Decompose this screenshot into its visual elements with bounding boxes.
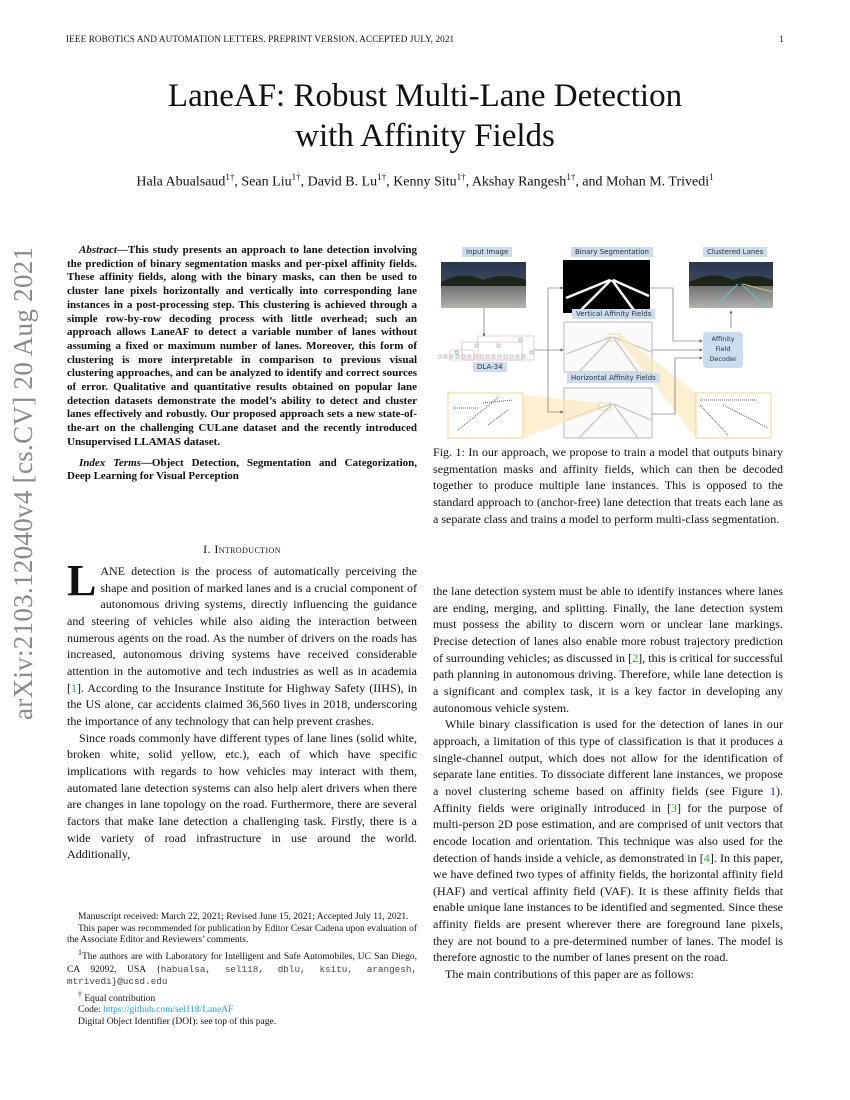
decoder-label-line: Field bbox=[715, 345, 731, 353]
decoder-label-line: Affinity bbox=[711, 335, 735, 343]
abstract bbox=[67, 244, 417, 484]
footnote-equal bbox=[67, 989, 417, 1006]
author-list: Hala Abualsaud$^{1\dagger}$, Sean Liu$^{1\dagger}$, David B. $Lu^{1\dagger}$, Kenny Situ$^{1\dagger}$, Akshay Rangesh$^{1\dagger}$, and Mohan M. Trivedi$^1$ bbox=[136, 172, 714, 190]
page-number: 1 bbox=[779, 34, 784, 44]
author: David B. Lu bbox=[307, 174, 378, 190]
clustered-lanes-label: Clustered Lanes bbox=[703, 247, 767, 257]
author: and Mohan M. Trivedi bbox=[582, 174, 710, 190]
footnote-mark: 1 bbox=[78, 947, 82, 957]
author-mark: 1 bbox=[709, 172, 714, 182]
decoder-label-line: Decoder bbox=[709, 355, 737, 363]
abstract-text: —This study presents an approach to lane detection involving the prediction of binary segmentation masks and per-pixel affinity fields. These affinity fields, along with the binary masks, can then be used to cluster lane pixels horizontally and vertically into corresponding lane instances in a post-processing step. This clustering is achieved through a simple row-by-row decoding process with little overhead; such an approach allows LaneAF to detect a variable number of lanes without assuming a fixed or maximum number of lanes. Moreover, this form of clustering is more interpretable in comparison to previous visual clustering approaches, and can be analyzed to identify and correct sources of error. Qualitative and quantitative results obtained on popular lane detection datasets demonstrate the model’s ability to detect and cluster lanes effectively and robustly. Our proposed approach sets a new state-of-the-art on the challenging CULane dataset and the recently introduced Unsupervised LLAMAS dataset. bbox=[67, 244, 417, 448]
email-domain: }@ucsd.edu bbox=[111, 976, 168, 988]
horizontal-affinity-fields-label: Horizontal Affinity Fields bbox=[567, 373, 660, 383]
running-head bbox=[66, 34, 784, 44]
author-mark: 1† bbox=[291, 172, 301, 182]
index-terms bbox=[67, 457, 417, 484]
intro-paragraph-cont bbox=[433, 583, 783, 716]
footnotes bbox=[67, 912, 417, 1029]
footnote-received: Manuscript received: March 22, 2021; Revised June 15, 2021; Accepted July 11, 2021. bbox=[78, 912, 409, 922]
author-emails: habualsa, sel118, dblu, ksitu, arangesh, mtrivedi bbox=[67, 963, 417, 988]
intro-right-column bbox=[433, 583, 783, 983]
author-mark: 1† bbox=[377, 172, 387, 182]
paragraph-text: ]. In this paper, we have defined two types of affinity fields, the horizontal affinity field (HAF) and vertical affinity field (VAF). It is these affinity fields that enable unique lane instances to be identified and segmented. Since these affinity fields are present wherever there are foreground lane pixels, they are not bound to a pre-determined number of lanes. The model is therefore agnostic to the number of lanes present on the road. bbox=[433, 850, 783, 965]
abstract-paragraph bbox=[67, 244, 417, 450]
section-number: I. bbox=[203, 542, 211, 556]
backbone-label: DLA-34 bbox=[473, 362, 507, 372]
footnote-affiliation bbox=[67, 947, 417, 989]
intro-paragraph-contributions: The main contributions of this paper are as follows: bbox=[445, 967, 694, 982]
author-mark: 1† bbox=[566, 172, 576, 182]
paper-title bbox=[0, 76, 850, 156]
vertical-affinity-fields-label: Vertical Affinity Fields bbox=[572, 309, 655, 319]
intro-paragraph-2: Since roads commonly have different types of lane lines (solid white, broken white, solid yellow, etc.), each of which have specific implications with regards to how vehicles may interact with them, automated lane detection systems can also help alert drivers when there are changes in lane topology on the road. Furthermore, there are several factors that make lane detection a challenging task. Firstly, there is a wide variety of road infrastructure in use around the world. Additionally, bbox=[67, 730, 417, 862]
author: Sean Liu bbox=[241, 174, 292, 190]
author-mark: 1† bbox=[225, 172, 235, 182]
journal-header: IEEE ROBOTICS AND AUTOMATION LETTERS. PREPRINT VERSION. ACCEPTED JULY, 2021 bbox=[66, 34, 455, 44]
author: Kenny Situ bbox=[393, 174, 457, 190]
index-terms-label: Index Terms bbox=[79, 456, 141, 469]
paragraph-text: ). Affinity fields were originally introduced in [ bbox=[433, 783, 783, 815]
author: Akshay Rangesh bbox=[471, 174, 567, 190]
footnote-recommended: This paper was recommended for publication by Editor Cesar Cadena upon evaluation of the Associate Editor and Reviewers’ comments. bbox=[67, 923, 417, 946]
intro-left-column bbox=[67, 556, 417, 863]
paragraph-text: ]. According to the Insurance Institute for Highway Safety (IIHS), in the US alone, car accidents claimed 36,560 lives in 2018, underscoring the importance of any technology that can help prevent crashes. bbox=[67, 680, 417, 728]
footnote-doi: Digital Object Identifier (DOI): see top of this page. bbox=[78, 1017, 277, 1028]
dropcap: L bbox=[67, 556, 97, 605]
equal-text: Equal contribution bbox=[81, 993, 156, 1004]
citation-link[interactable]: 1 bbox=[71, 680, 78, 695]
citation-link[interactable]: 3 bbox=[671, 800, 678, 815]
figure-caption bbox=[433, 444, 783, 527]
author-mark: 1† bbox=[456, 172, 466, 182]
caption-text: Fig. 1: In our approach, we propose to train a model that outputs binary segmentation masks and affinity fields, which can then be decoded together to produce multiple lane instances. This is opposed to the standard approach to (anchor-free) lane detection that treats each lane as a separate class and trains a model to perform multi-class segmentation. bbox=[433, 445, 783, 526]
affiliation-text: The authors are with Laboratory for Intelligent and Safe Automobiles, UC San Diego, CA 92092, USA { bbox=[67, 951, 417, 975]
paragraph-text: ], this is critical for successful path planning in autonomous driving. Therefore, while lane detection is a significant and complex task, it is a key factor in developing any autonomous vehicle system. bbox=[433, 650, 783, 715]
arxiv-stamp: arXiv:2103.12040v4 [cs.CV] 20 Aug 2021 bbox=[8, 246, 38, 720]
paragraph-text: the lane detection system must be able to identify instances where lanes are ending, merging, and splitting. Finally, the lane detection system must possess the ability to discern worn or unclear lane markings. Precise detection of lanes also enable more robust trajectory prediction of surrounding vehicles; as discussed in [ bbox=[433, 584, 783, 665]
paragraph-text: ] for the purpose of multi-person 2D pose estimation, and are comprised of unit vectors that encode location and orientation. This technique was also used for the detection of hands inside a vehicle, as demonstrated in [ bbox=[433, 800, 784, 865]
figure-reference-link[interactable]: 1 bbox=[769, 783, 776, 798]
input-image-label: Input Image bbox=[462, 247, 512, 257]
title-line-2: with Affinity Fields bbox=[295, 118, 555, 154]
paragraph-text: ANE detection is the process of automatically perceiving the shape and position of marked lanes and is a crucial component of autonomous driving systems, directly influencing the guidance and steering of vehicles while also aiding the interaction between numerous agents on the road. As the number of drivers on the roads has increased, autonomous driving systems have received considerable attention in the automotive and tech industries as well as in academia [ bbox=[67, 564, 417, 695]
code-label: Code: bbox=[78, 1005, 104, 1016]
paragraph-text: While binary classification is used for the detection of lanes in our approach, a limitation of this type of classification is that it produces a single-channel output, which does not allow for the identification of separate lane entities. To dissociate different lane instances, we propose a novel clustering scheme based on affinity fields (see Figure bbox=[433, 717, 783, 798]
index-terms-text: —Object Detection, Segmentation and Categorization, Deep Learning for Visual Perception bbox=[67, 456, 417, 483]
citation-link[interactable]: 4 bbox=[703, 850, 710, 865]
section-heading bbox=[67, 542, 417, 557]
figure-1 bbox=[438, 240, 773, 442]
binary-segmentation-label: Binary Segmentation bbox=[571, 247, 653, 257]
abstract-label: Abstract bbox=[79, 244, 117, 256]
intro-paragraph-1 bbox=[67, 556, 417, 730]
section-title: Introduction bbox=[214, 542, 281, 556]
citation-link[interactable]: 2 bbox=[632, 650, 639, 665]
footnote-code bbox=[67, 1005, 417, 1017]
decoder-label bbox=[703, 334, 743, 364]
author: Hala Abualsaud bbox=[136, 174, 226, 190]
code-url-link[interactable]: https://github.com/sel118/LaneAF bbox=[103, 1005, 234, 1016]
title-line-1: LaneAF: Robust Multi-Lane Detection bbox=[167, 78, 683, 114]
footnote-mark: † bbox=[78, 989, 82, 999]
intro-paragraph-affinity bbox=[433, 716, 783, 966]
